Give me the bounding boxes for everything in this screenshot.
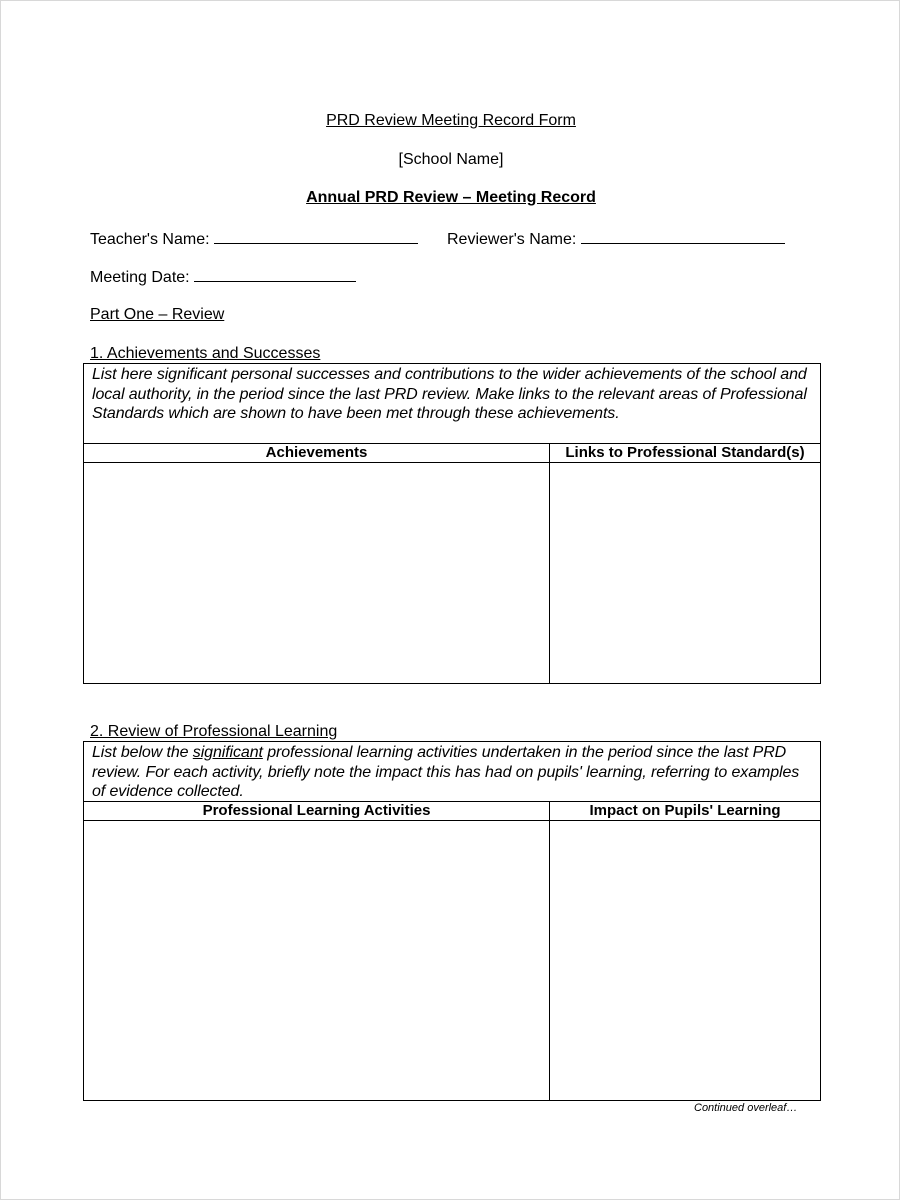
- reviewer-name-line[interactable]: [581, 229, 785, 244]
- part-one-heading: Part One – Review: [90, 306, 225, 323]
- teacher-name-line[interactable]: [214, 229, 418, 244]
- form-subtitle: Annual PRD Review – Meeting Record: [306, 189, 596, 206]
- meeting-date-field[interactable]: [90, 267, 356, 287]
- teacher-name-label: Teacher's Name:: [90, 231, 210, 248]
- achievements-table: [83, 363, 821, 684]
- links-cell[interactable]: [550, 463, 820, 683]
- table-header-row: [84, 444, 820, 463]
- school-name: [School Name]: [398, 151, 504, 168]
- table-row: [84, 821, 820, 1100]
- achievements-cell[interactable]: [84, 463, 550, 683]
- column-header-achievements: Achievements: [84, 444, 550, 462]
- teacher-name-field[interactable]: [90, 229, 418, 249]
- section2-heading: 2. Review of Professional Learning: [90, 723, 338, 740]
- reviewer-name-label: Reviewer's Name:: [447, 231, 577, 248]
- column-header-activities: Professional Learning Activities: [84, 802, 550, 820]
- section1-instructions: List here significant personal successes and contributions to the wider achievements of the school and local authority, in the period since the last PRD review. Make links to the relevant areas of Professional Standards which are shown to have been met through these achievements.: [84, 364, 820, 444]
- activities-cell[interactable]: [84, 821, 550, 1100]
- meeting-date-line[interactable]: [194, 267, 356, 282]
- reviewer-name-field[interactable]: [447, 229, 785, 249]
- instructions-emphasis: significant: [192, 744, 263, 761]
- impact-cell[interactable]: [550, 821, 820, 1100]
- instructions-pre: List below the: [92, 744, 193, 761]
- meeting-date-label: Meeting Date:: [90, 269, 190, 286]
- instructions-post: professional learning activities undertaken in the period since the last PRD review. For each activity, briefly note the impact this has had on pupils' learning, referring to examples of evidence collected.: [92, 744, 800, 800]
- table-header-row: [84, 802, 820, 821]
- column-header-links: Links to Professional Standard(s): [565, 444, 805, 461]
- form-title: PRD Review Meeting Record Form: [326, 112, 576, 129]
- section2-instructions: [84, 742, 820, 802]
- table-row: [84, 463, 820, 683]
- section1-heading: 1. Achievements and Successes: [90, 345, 321, 362]
- continued-note: Continued overleaf…: [694, 1102, 798, 1114]
- column-header-impact: Impact on Pupils' Learning: [589, 802, 781, 819]
- professional-learning-table: [83, 741, 821, 1101]
